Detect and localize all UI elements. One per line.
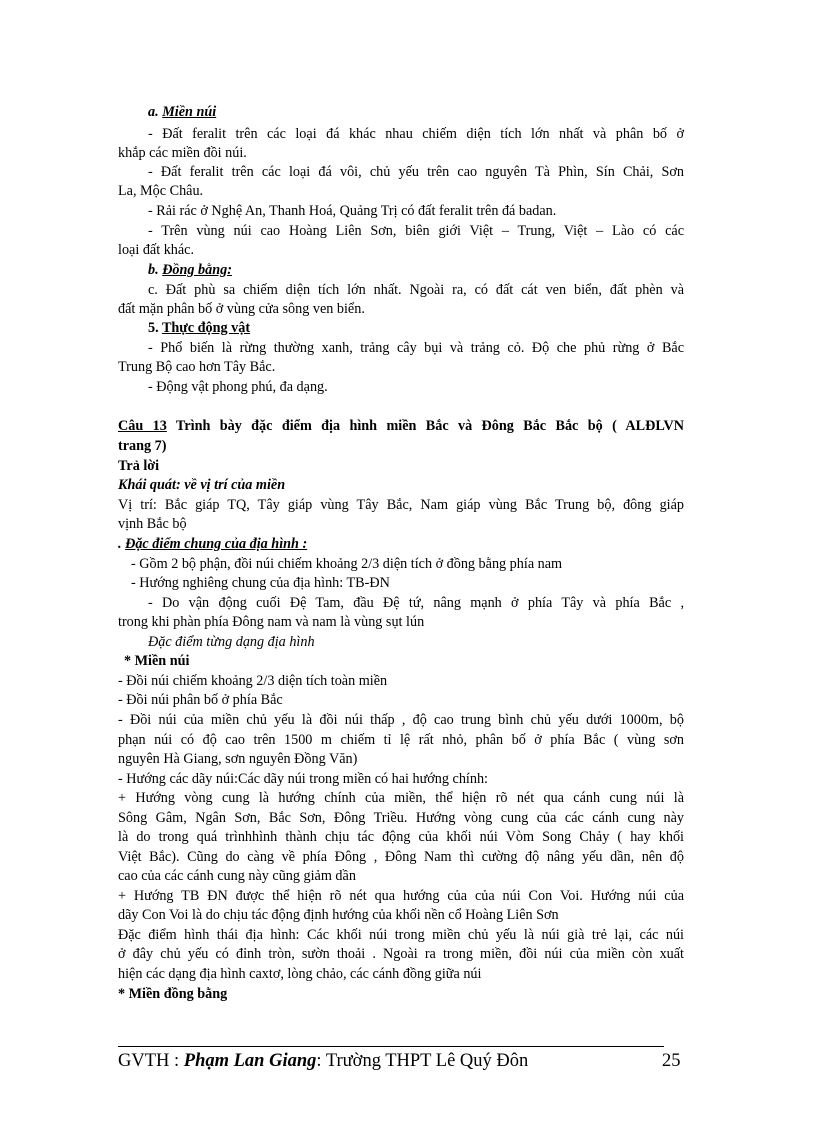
paragraph-line: La, Mộc Châu. (118, 183, 204, 199)
heading-text: a. Miền núi (148, 104, 217, 120)
paragraph-line: Vị trí: Bắc giáp TQ, Tây giáp vùng Tây Bắc, Nam giáp vùng Bắc Trung bộ, đông giáp (118, 497, 684, 513)
mountains-subheading: * Miền núi (124, 653, 190, 669)
paragraph-line: nguyên Hà Giang, sơn nguyên Đồng Văn) (118, 751, 358, 767)
paragraph-line: - Hướng nghiêng chung của địa hình: TB-ĐN (131, 575, 390, 591)
paragraph-line: Trung Bộ cao hơn Tây Bắc. (118, 359, 276, 375)
question-heading-cont: trang 7) (118, 438, 167, 454)
paragraph-line: ở đây chủ yếu có đỉnh tròn, sườn thoải . Ngoài ra trong miền, đồi núi của miền còn xuất (118, 946, 684, 962)
paragraph-line: Đặc điểm hình thái địa hình: Các khối núi trong miền chủ yếu là núi già trẻ lại, các núi (118, 927, 684, 943)
terrain-types-heading: Đặc điểm từng dạng địa hình (148, 634, 315, 650)
paragraph-line: - Trên vùng núi cao Hoàng Liên Sơn, biên giới Việt – Trung, Việt – Lào có các (148, 223, 684, 239)
footer-prefix: GVTH : (118, 1051, 184, 1071)
heading-mien-nui (148, 103, 714, 122)
plains-subheading: * Miền đồng bằng (118, 986, 228, 1002)
paragraph-line: loại đất khác. (118, 242, 195, 258)
paragraph-line: vịnh Bắc bộ (118, 516, 187, 532)
paragraph-line: - Đất feralit trên các loại đá khác nhau chiếm diện tích lớn nhất và phân bố ở (148, 126, 684, 142)
footer-author: Phạm Lan Giang (183, 1051, 317, 1071)
footer-school: : Trường THPT Lê Quý Đôn (316, 1051, 529, 1071)
paragraph-line: phạn núi có độ cao trên 1500 m chiếm tỉ lệ rất nhỏ, phân bố ở phía Bắc ( vùng sơn (118, 732, 684, 748)
paragraph-line: + Hướng TB ĐN được thể hiện rõ nét qua hướng của của núi Con Voi. Hướng núi của (118, 888, 684, 904)
general-features-heading: . Đặc điểm chung của địa hình : (118, 536, 308, 552)
paragraph-line: - Gồm 2 bộ phận, đồi núi chiếm khoảng 2/3 diện tích ở đồng bằng phía nam (131, 556, 563, 572)
paragraph-line: - Hướng các dãy núi:Các dãy núi trong miền có hai hướng chính: (118, 771, 489, 787)
paragraph-line: hiện các dạng địa hình caxtơ, lòng chảo, các cánh đồng giữa núi (118, 966, 482, 982)
paragraph-line: - Rải rác ở Nghệ An, Thanh Hoá, Quảng Trị có đất feralit trên đá badan. (148, 203, 557, 219)
paragraph-line: - Phổ biến là rừng thường xanh, trảng cây bụi và trảng cỏ. Độ che phủ rừng ở Bắc (148, 340, 684, 356)
footer-credit (118, 1049, 528, 1073)
paragraph-line: đất mặn phân bố ở vùng cửa sông ven biển. (118, 301, 365, 317)
paragraph-line: + Hướng vòng cung là hướng chính của miền, thể hiện rõ nét qua cánh cung núi là (118, 790, 684, 806)
paragraph-line: - Do vận động cuối Đệ Tam, đầu Đệ tứ, nâng mạnh ở phía Tây và phía Bắc , (148, 595, 684, 611)
paragraph-line: Sông Gâm, Ngân Sơn, Bắc Sơn, Đông Triều. Hướng vòng cung của các cánh cung này (118, 810, 684, 826)
paragraph-line: - Đồi núi phân bố ở phía Bắc (118, 692, 283, 708)
footer-divider (118, 1046, 664, 1047)
paragraph-line: Việt Bắc). Cũng do càng về phía Đông , Đông Nam thì cường độ nâng yếu dần, nên độ (118, 849, 684, 865)
paragraph-line: khắp các miền đồi núi. (118, 145, 247, 161)
answer-label: Trả lời (118, 458, 160, 474)
question-heading: Câu 13 Trình bày đặc điểm địa hình miền Bắc và Đông Bắc Bắc bộ ( ALĐLVN (118, 418, 684, 434)
paragraph-line: dãy Con Voi là do chịu tác động định hướng của khối nền cổ Hoàng Liên Sơn (118, 907, 559, 923)
paragraph-line: cao của các cánh cung này cũng giảm dần (118, 868, 356, 884)
paragraph-line: - Động vật phong phú, đa dạng. (148, 379, 328, 395)
paragraph-line: - Đồi núi chiếm khoảng 2/3 diện tích toàn miền (118, 673, 388, 689)
overview-heading: Khái quát: về vị trí của miền (118, 477, 286, 493)
paragraph-line: - Đồi núi của miền chủ yếu là đồi núi thấp , độ cao trung bình chủ yếu dưới 1000m, bộ (118, 712, 684, 728)
page-number: 25 (662, 1051, 681, 1071)
paragraph-line: - Đất feralit trên các loại đá vôi, chủ yếu trên cao nguyên Tà Phìn, Sín Chải, Sơn (148, 164, 684, 180)
paragraph-line: c. Đất phù sa chiếm diện tích lớn nhất. Ngoài ra, có đất cát ven biển, đất phèn và (148, 282, 684, 298)
heading-dong-bang: b. Đồng bằng: (148, 262, 232, 278)
paragraph-line: trong khi phàn phía Đông nam và nam là vùng sụt lún (118, 614, 425, 630)
paragraph-line: là do trong quá trìnhhình thành chịu tác động của khối núi Vòm Song Chảy ( hay khối (118, 829, 684, 845)
heading-thuc-dong-vat: 5. Thực động vật (148, 320, 251, 336)
